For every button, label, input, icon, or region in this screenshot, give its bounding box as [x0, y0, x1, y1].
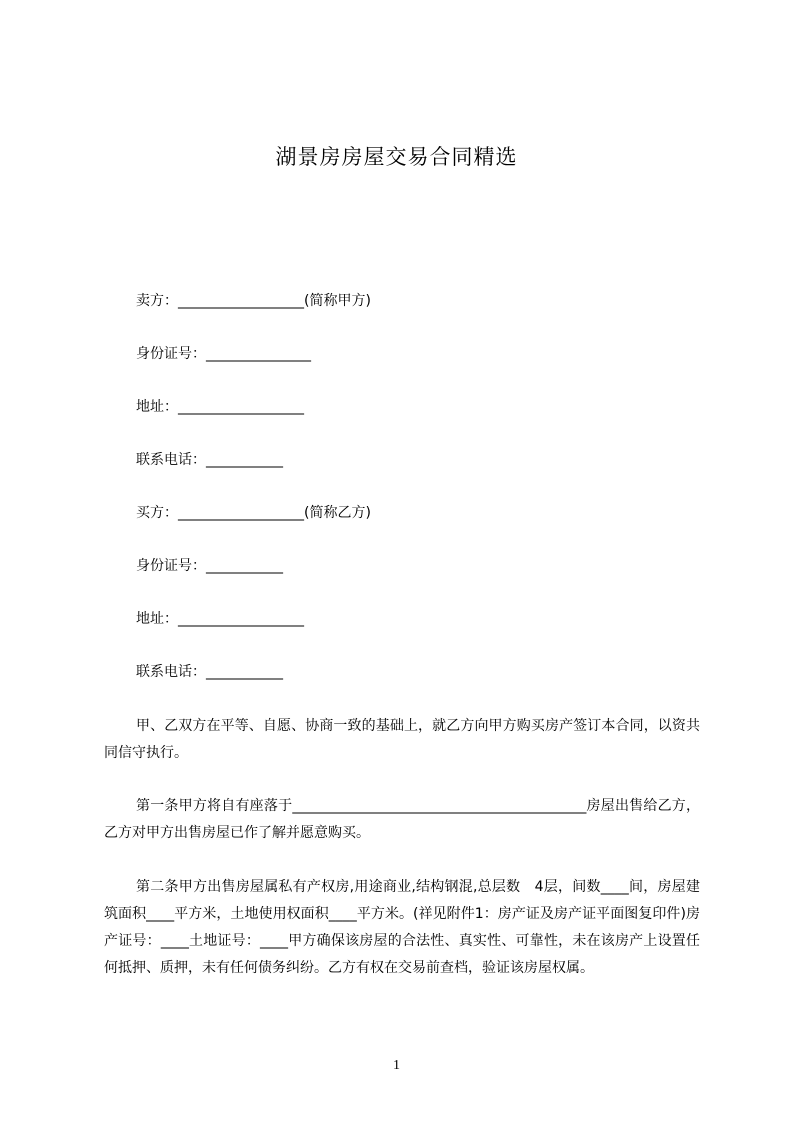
- intro-text: 甲、乙双方在平等、自愿、协商一致的基础上，就乙方向甲方购买房产签订本合同，以资共同信守执行。: [104, 718, 700, 761]
- buyer-phone-field: 联系电话：___________: [136, 664, 283, 680]
- intro-paragraph: [104, 713, 700, 767]
- article-2-text: 第二条甲方出售房屋属私有产权房,用途商业,结构钢混,总层数 4层，间数____间，房屋建筑面积____平方米，土地使用权面积____平方米。(祥见附件1：房产证及房产证平面图复印件)房产证号：____土地证号：____甲方确保该房屋的合法性、真实性、可靠性，未在该房产上设置任何抵押、质押，未有任何债务纠纷。乙方有权在交易前查档，验证该房屋权属。: [104, 879, 700, 976]
- buyer-address-field: 地址：__________________: [136, 611, 304, 627]
- seller-address-field: 地址：__________________: [136, 399, 304, 415]
- buyer-id-field: 身份证号：___________: [136, 558, 283, 574]
- document-title: 湖景房房屋交易合同精选: [275, 145, 518, 169]
- page-number: 1: [393, 1058, 400, 1073]
- seller-field: 卖方：__________________(简称甲方): [136, 293, 371, 309]
- buyer-field: 买方：__________________(简称乙方): [136, 505, 371, 521]
- article-1-text: 第一条甲方将自有座落于__________________________________________房屋出售给乙方，乙方对甲方出售房屋已作了解并愿意购买。: [104, 798, 700, 841]
- seller-id-field: 身份证号：_______________: [136, 346, 311, 362]
- article-1-paragraph: [104, 793, 700, 847]
- seller-phone-field: 联系电话：___________: [136, 452, 283, 468]
- article-2-paragraph: [104, 874, 700, 982]
